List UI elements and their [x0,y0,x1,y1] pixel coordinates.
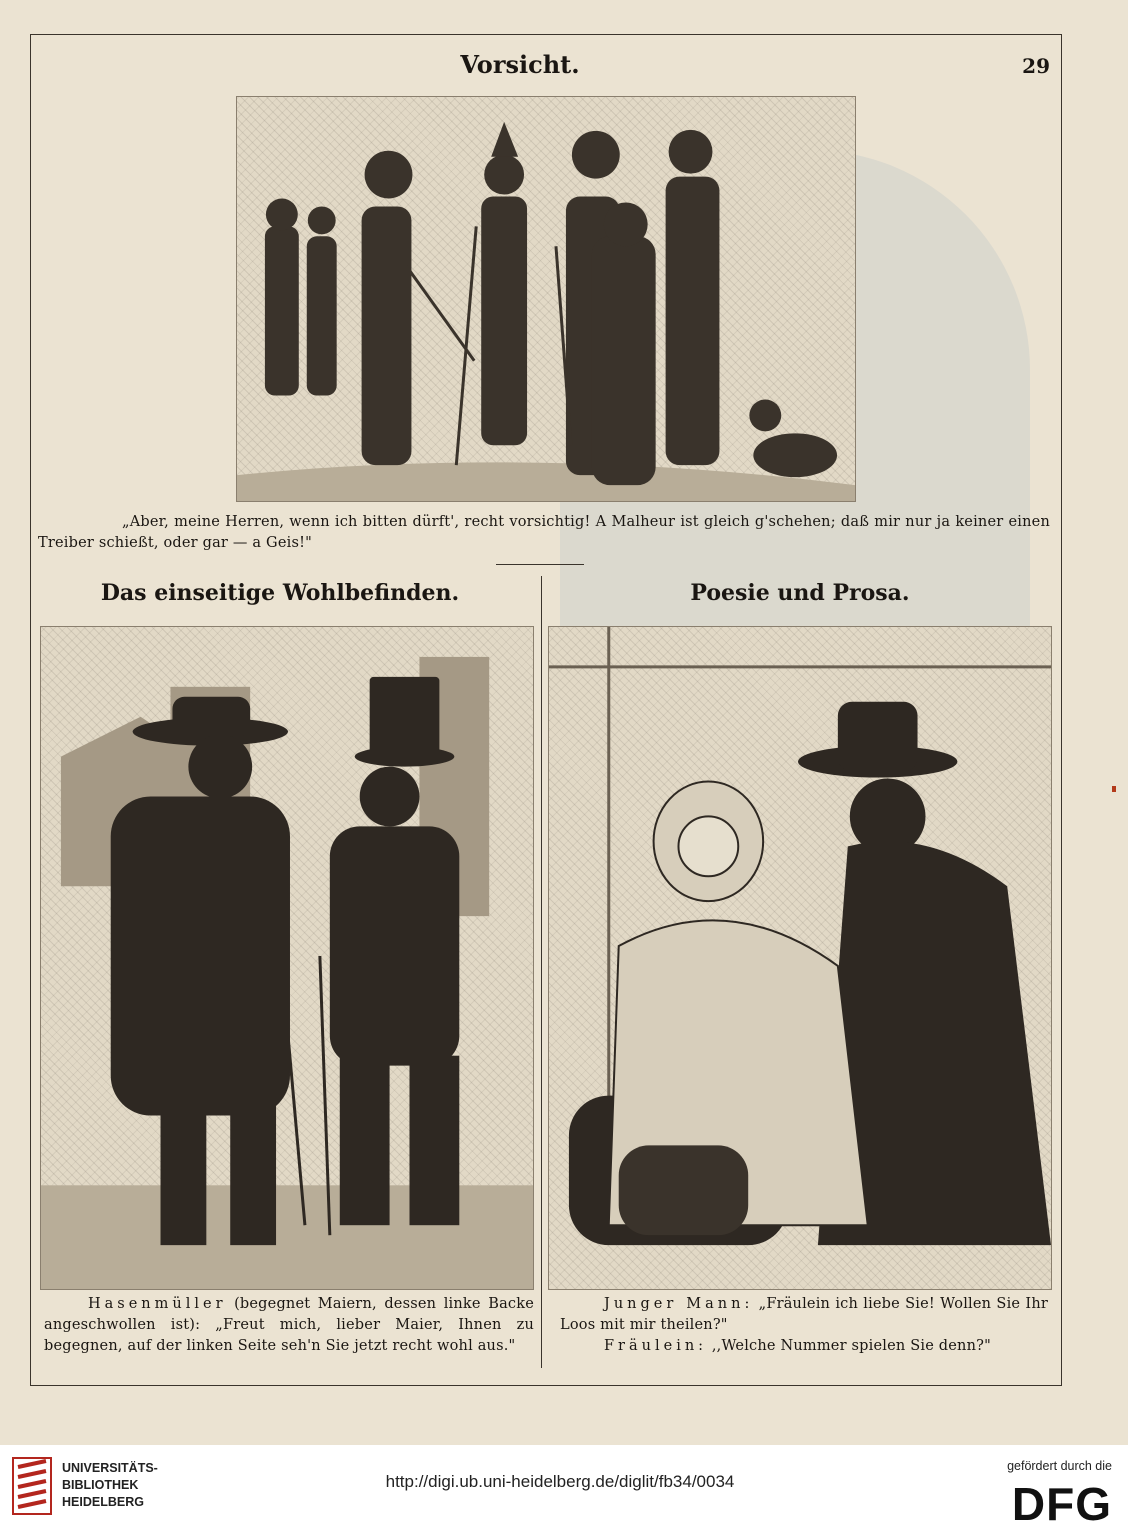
university-library-logo-icon [12,1457,52,1515]
library-name [62,1460,158,1511]
right-caption [560,1294,1048,1357]
railway-carriage-illustration [548,626,1052,1290]
right-section-title: Poesie und Prosa. [690,580,910,606]
library-name-line-3: HEIDELBERG [62,1495,144,1509]
permalink-url[interactable]: http://digi.ub.uni-heidelberg.de/diglit/fb34/0034 [385,1472,735,1491]
left-section-title: Das einseitige Wohlbefinden. [100,580,460,606]
left-caption [44,1294,534,1357]
edge-mark [1112,786,1116,792]
left-speaker: Hasenmüller [88,1296,227,1312]
street-encounter-illustration [40,626,534,1290]
library-name-line-2: BIBLIOTHEK [62,1478,139,1492]
right-line-1 [560,1294,1048,1336]
top-caption: „Aber, meine Herren, wenn ich bitten dürft', recht vorsichtig! A Malheur ist gleich g'schehen; daß mir nur ja keiner einen Treiber schießt, oder gar — a Geis!" [38,514,1050,551]
left-dialogue: (begegnet Maiern, dessen linke Backe angeschwollen ist): „Freut mich, lieber Maier, Ihnen zu begegnen, auf der linken Seite seh'n Sie jetzt recht wohl aus." [44,1296,534,1354]
library-name-line-1: UNIVERSITÄTS- [62,1461,158,1475]
viewer-footer [0,1445,1128,1530]
right-speaker-2: Fräulein: [604,1338,708,1354]
right-dialogue-1: „Fräulein ich liebe Sie! Wollen Sie Ihr Loos mit mir theilen?" [560,1296,1049,1333]
page-title: Vorsicht. [460,50,580,79]
right-line-2 [560,1336,1048,1357]
page-number: 29 [1022,54,1050,78]
section-rule [496,564,584,565]
hunting-party-illustration [236,96,856,502]
dfg-logo: DFG [1011,1478,1112,1530]
right-dialogue-2: ,,Welche Nummer spielen Sie denn?" [711,1338,991,1354]
column-divider [541,576,542,1368]
right-speaker-1: Junger Mann: [604,1296,754,1312]
funding-label: gefördert durch die [1007,1459,1112,1473]
